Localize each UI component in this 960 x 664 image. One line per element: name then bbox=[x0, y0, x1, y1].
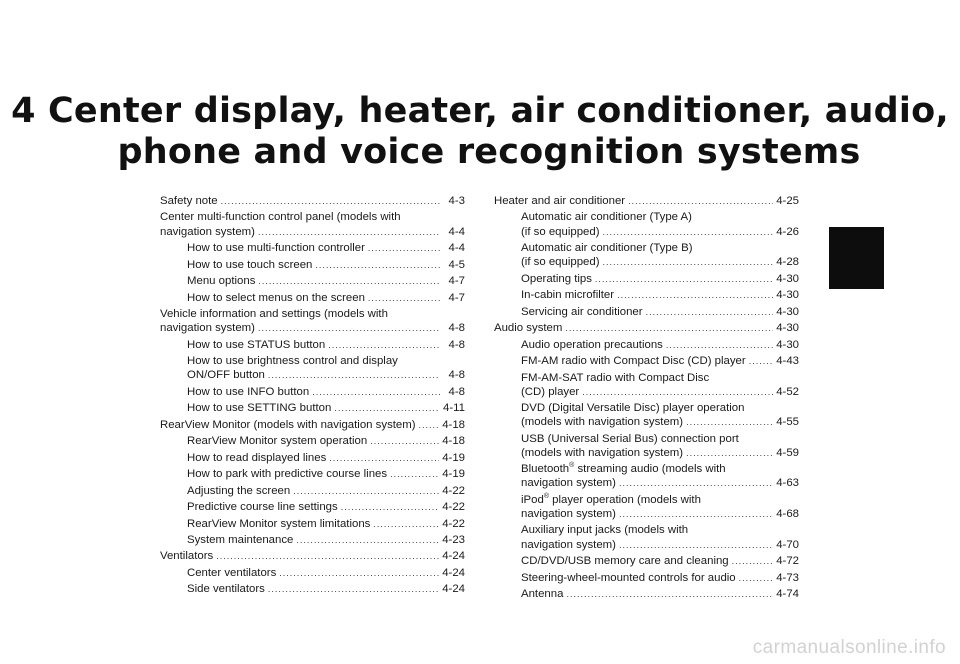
toc-entry[interactable] bbox=[160, 241, 465, 255]
toc-entry[interactable] bbox=[494, 241, 799, 269]
toc-page-number: 4-8 bbox=[448, 369, 465, 382]
toc-entry-text: Menu options bbox=[187, 275, 256, 288]
toc-entry[interactable] bbox=[160, 566, 465, 580]
toc-entry-text: (models with navigation system) bbox=[521, 416, 684, 429]
toc-page-number: 4-4 bbox=[448, 242, 465, 255]
toc-entry[interactable] bbox=[160, 549, 465, 563]
toc-entry-text: FM-AM-SAT radio with Compact Disc bbox=[521, 371, 710, 384]
toc-entry-text: FM-AM radio with Compact Disc (CD) player bbox=[521, 355, 746, 368]
toc-entry-text: How to use touch screen bbox=[187, 258, 313, 271]
toc-entry[interactable] bbox=[160, 434, 465, 448]
toc-page-number: 4-26 bbox=[776, 225, 799, 238]
toc-entry-text: How to use SETTING button bbox=[187, 402, 332, 415]
toc-page-number: 4-18 bbox=[442, 435, 465, 448]
toc-page-number: 4-19 bbox=[442, 468, 465, 481]
dot-leader bbox=[628, 194, 773, 208]
toc-page-number: 4-52 bbox=[776, 385, 799, 398]
toc-entry[interactable] bbox=[160, 500, 465, 514]
toc-entry[interactable] bbox=[494, 554, 799, 568]
dot-leader bbox=[390, 467, 439, 481]
dot-leader bbox=[595, 272, 773, 286]
toc-page-number: 4-72 bbox=[776, 555, 799, 568]
toc-page-number: 4-59 bbox=[776, 446, 799, 459]
dot-leader bbox=[328, 338, 440, 352]
toc-left-column bbox=[160, 194, 465, 599]
toc-entry-text: Safety note bbox=[160, 195, 218, 207]
toc-entry-text: DVD (Digital Versatile Disc) player operation bbox=[521, 402, 745, 415]
toc-entry-text: In-cabin microfilter bbox=[521, 289, 615, 302]
toc-entry[interactable] bbox=[494, 305, 799, 319]
toc-entry-text: RearView Monitor system operation bbox=[187, 435, 368, 448]
toc-page-number: 4-24 bbox=[442, 566, 465, 579]
toc-entry[interactable] bbox=[160, 533, 465, 547]
dot-leader bbox=[666, 338, 773, 352]
toc-entry-text: (if so equipped) bbox=[521, 256, 600, 269]
toc-page-number: 4-4 bbox=[448, 225, 465, 238]
toc-entry[interactable] bbox=[494, 338, 799, 352]
dot-leader bbox=[296, 533, 439, 547]
toc-entry[interactable] bbox=[160, 467, 465, 481]
toc-entry-text: Center ventilators bbox=[187, 566, 277, 579]
dot-leader bbox=[268, 582, 439, 596]
dot-leader bbox=[368, 241, 440, 255]
dot-leader bbox=[312, 385, 440, 399]
toc-entry-text: iPod® player operation (models with bbox=[521, 493, 701, 506]
toc-page-number: 4-63 bbox=[776, 477, 799, 490]
dot-leader bbox=[582, 385, 773, 399]
toc-page-number: 4-22 bbox=[442, 501, 465, 514]
toc-entry-text: Heater and air conditioner bbox=[494, 195, 626, 207]
toc-entry-text: navigation system) bbox=[521, 477, 616, 490]
toc-entry-text: USB (Universal Serial Bus) connection port bbox=[521, 432, 739, 445]
dot-leader bbox=[619, 507, 773, 521]
toc-entry[interactable] bbox=[494, 462, 799, 490]
toc-entry-text: Antenna bbox=[521, 587, 564, 600]
chapter-title-line-1: 4 Center display, heater, air conditioner, audio, bbox=[11, 91, 949, 131]
toc-page-number: 4-22 bbox=[442, 484, 465, 497]
toc-entry-text: Automatic air conditioner (Type B) bbox=[521, 242, 693, 255]
toc-entry-text: RearView Monitor (models with navigation system) bbox=[160, 418, 416, 431]
toc-entry[interactable] bbox=[494, 587, 799, 601]
toc-entry-text: How to use INFO button bbox=[187, 385, 310, 398]
toc-entry-text: Predictive course line settings bbox=[187, 501, 338, 514]
dot-leader bbox=[368, 291, 440, 305]
toc-entry[interactable] bbox=[494, 321, 799, 335]
dot-leader bbox=[686, 415, 773, 429]
toc-page-number: 4-11 bbox=[443, 402, 465, 415]
toc-entry-text: How to read displayed lines bbox=[187, 451, 327, 464]
toc-entry-text: How to use STATUS button bbox=[187, 338, 326, 351]
dot-leader bbox=[619, 538, 773, 552]
toc-entry-text: Vehicle information and settings (models with bbox=[160, 308, 388, 320]
toc-entry[interactable] bbox=[160, 484, 465, 498]
dot-leader bbox=[221, 194, 440, 208]
toc-entry-text: Audio system bbox=[494, 322, 563, 335]
toc-entry-text: Audio operation precautions bbox=[521, 338, 663, 351]
toc-entry[interactable] bbox=[494, 432, 799, 460]
toc-entry-text: How to use multi-function controller bbox=[187, 242, 365, 255]
toc-entry[interactable] bbox=[160, 401, 465, 415]
toc-page-number: 4-24 bbox=[442, 550, 465, 563]
toc-entry[interactable] bbox=[494, 401, 799, 429]
toc-page-number: 4-68 bbox=[776, 507, 799, 520]
dot-leader bbox=[566, 587, 773, 601]
chapter-tab-marker bbox=[829, 227, 884, 289]
dot-leader bbox=[293, 484, 439, 498]
toc-entry[interactable] bbox=[494, 288, 799, 302]
toc-entry-text: How to use brightness control and display bbox=[187, 355, 398, 368]
toc-entry-text: System maintenance bbox=[187, 534, 294, 546]
toc-page-number: 4-30 bbox=[776, 272, 799, 285]
toc-entry[interactable] bbox=[160, 517, 465, 531]
toc-entry-text: Adjusting the screen bbox=[187, 484, 291, 497]
toc-entry[interactable] bbox=[494, 371, 799, 399]
dot-leader bbox=[334, 401, 440, 415]
dot-leader bbox=[258, 274, 440, 288]
toc-page-number: 4-43 bbox=[776, 355, 799, 368]
toc-entry[interactable] bbox=[160, 210, 465, 238]
dot-leader bbox=[565, 321, 773, 335]
toc-entry[interactable] bbox=[494, 194, 799, 208]
toc-page-number: 4-5 bbox=[448, 258, 465, 271]
dot-leader bbox=[603, 225, 774, 239]
dot-leader bbox=[419, 418, 440, 432]
toc-page-number: 4-8 bbox=[448, 385, 465, 398]
toc-entry[interactable] bbox=[160, 274, 465, 288]
toc-entry-text: navigation system) bbox=[521, 538, 616, 551]
toc-page-number: 4-18 bbox=[442, 418, 465, 431]
dot-leader bbox=[373, 517, 439, 531]
dot-leader bbox=[341, 500, 440, 514]
dot-leader bbox=[258, 225, 440, 239]
toc-entry-text: Bluetooth® streaming audio (models with bbox=[521, 462, 726, 476]
toc-right-column bbox=[494, 194, 799, 603]
toc-entry[interactable] bbox=[160, 291, 465, 305]
dot-leader bbox=[749, 354, 774, 368]
toc-entry-text: Auxiliary input jacks (models with bbox=[521, 524, 689, 537]
toc-entry[interactable] bbox=[160, 307, 465, 335]
toc-entry[interactable] bbox=[160, 354, 465, 382]
toc-entry[interactable] bbox=[160, 451, 465, 465]
toc-entry[interactable] bbox=[494, 210, 799, 238]
toc-entry[interactable] bbox=[494, 272, 799, 286]
toc-page-number: 4-23 bbox=[442, 534, 465, 546]
dot-leader bbox=[216, 549, 439, 563]
toc-page-number: 4-24 bbox=[442, 583, 465, 596]
toc-entry-text: Steering-wheel-mounted controls for audio bbox=[521, 571, 736, 584]
toc-entry-text: Side ventilators bbox=[187, 583, 265, 596]
dot-leader bbox=[329, 451, 439, 465]
toc-entry-text: Servicing air conditioner bbox=[521, 305, 643, 318]
dot-leader bbox=[258, 321, 440, 335]
toc-page-number: 4-70 bbox=[776, 538, 799, 551]
toc-entry[interactable] bbox=[160, 338, 465, 352]
toc-entry-text: navigation system) bbox=[160, 322, 255, 335]
dot-leader bbox=[619, 476, 773, 490]
toc-entry[interactable] bbox=[494, 523, 799, 551]
toc-entry[interactable] bbox=[494, 493, 799, 521]
toc-entry[interactable] bbox=[494, 354, 799, 368]
chapter-title bbox=[0, 91, 960, 173]
chapter-title-line-2: phone and voice recognition systems bbox=[117, 132, 861, 172]
toc-page-number: 4-8 bbox=[448, 338, 465, 351]
toc-entry-text: Center multi-function control panel (models with bbox=[160, 211, 401, 224]
toc-page-number: 4-74 bbox=[776, 587, 799, 600]
toc-entry-text: (CD) player bbox=[521, 385, 580, 398]
toc-entry[interactable] bbox=[160, 418, 465, 432]
dot-leader bbox=[646, 305, 774, 319]
dot-leader bbox=[370, 434, 439, 448]
toc-entry-text: (models with navigation system) bbox=[521, 446, 684, 459]
toc-entry-text: RearView Monitor system limitations bbox=[187, 517, 371, 530]
toc-page-number: 4-55 bbox=[776, 416, 799, 429]
toc-entry[interactable] bbox=[160, 194, 465, 208]
toc-page-number: 4-19 bbox=[442, 451, 465, 464]
toc-entry-text: How to park with predictive course lines bbox=[187, 468, 388, 481]
dot-leader bbox=[739, 571, 774, 585]
toc-entry-text: ON/OFF button bbox=[187, 369, 265, 382]
dot-leader bbox=[686, 446, 773, 460]
toc-entry-text: Ventilators bbox=[160, 550, 214, 563]
dot-leader bbox=[315, 258, 440, 272]
toc-entry-text: navigation system) bbox=[160, 225, 255, 238]
dot-leader bbox=[279, 566, 439, 580]
toc-entry[interactable] bbox=[494, 571, 799, 585]
toc-page-number: 4-8 bbox=[448, 322, 465, 335]
toc-entry-text: Operating tips bbox=[521, 272, 592, 285]
dot-leader bbox=[617, 288, 773, 302]
toc-page-number: 4-30 bbox=[776, 338, 799, 351]
toc-entry[interactable] bbox=[160, 582, 465, 596]
dot-leader bbox=[268, 368, 440, 382]
watermark: carmanualsonline.info bbox=[752, 637, 946, 658]
toc-page-number: 4-7 bbox=[448, 291, 465, 304]
toc-entry-text: (if so equipped) bbox=[521, 225, 600, 238]
toc-entry[interactable] bbox=[160, 258, 465, 272]
dot-leader bbox=[732, 554, 774, 568]
toc-page-number: 4-22 bbox=[442, 517, 465, 530]
toc-page-number: 4-30 bbox=[776, 305, 799, 318]
toc-page-number: 4-30 bbox=[776, 322, 799, 335]
toc-entry[interactable] bbox=[160, 385, 465, 399]
toc-page-number: 4-73 bbox=[776, 571, 799, 584]
toc-entry-text: navigation system) bbox=[521, 507, 616, 520]
toc-page-number: 4-3 bbox=[448, 195, 465, 207]
toc-page-number: 4-30 bbox=[776, 289, 799, 302]
dot-leader bbox=[603, 255, 774, 269]
toc-page-number: 4-28 bbox=[776, 256, 799, 269]
toc-entry-text: Automatic air conditioner (Type A) bbox=[521, 211, 692, 224]
toc-entry-text: CD/DVD/USB memory care and cleaning bbox=[521, 555, 729, 568]
toc-page-number: 4-7 bbox=[448, 275, 465, 288]
toc-page-number: 4-25 bbox=[776, 195, 799, 207]
toc-entry-text: How to select menus on the screen bbox=[187, 291, 365, 304]
